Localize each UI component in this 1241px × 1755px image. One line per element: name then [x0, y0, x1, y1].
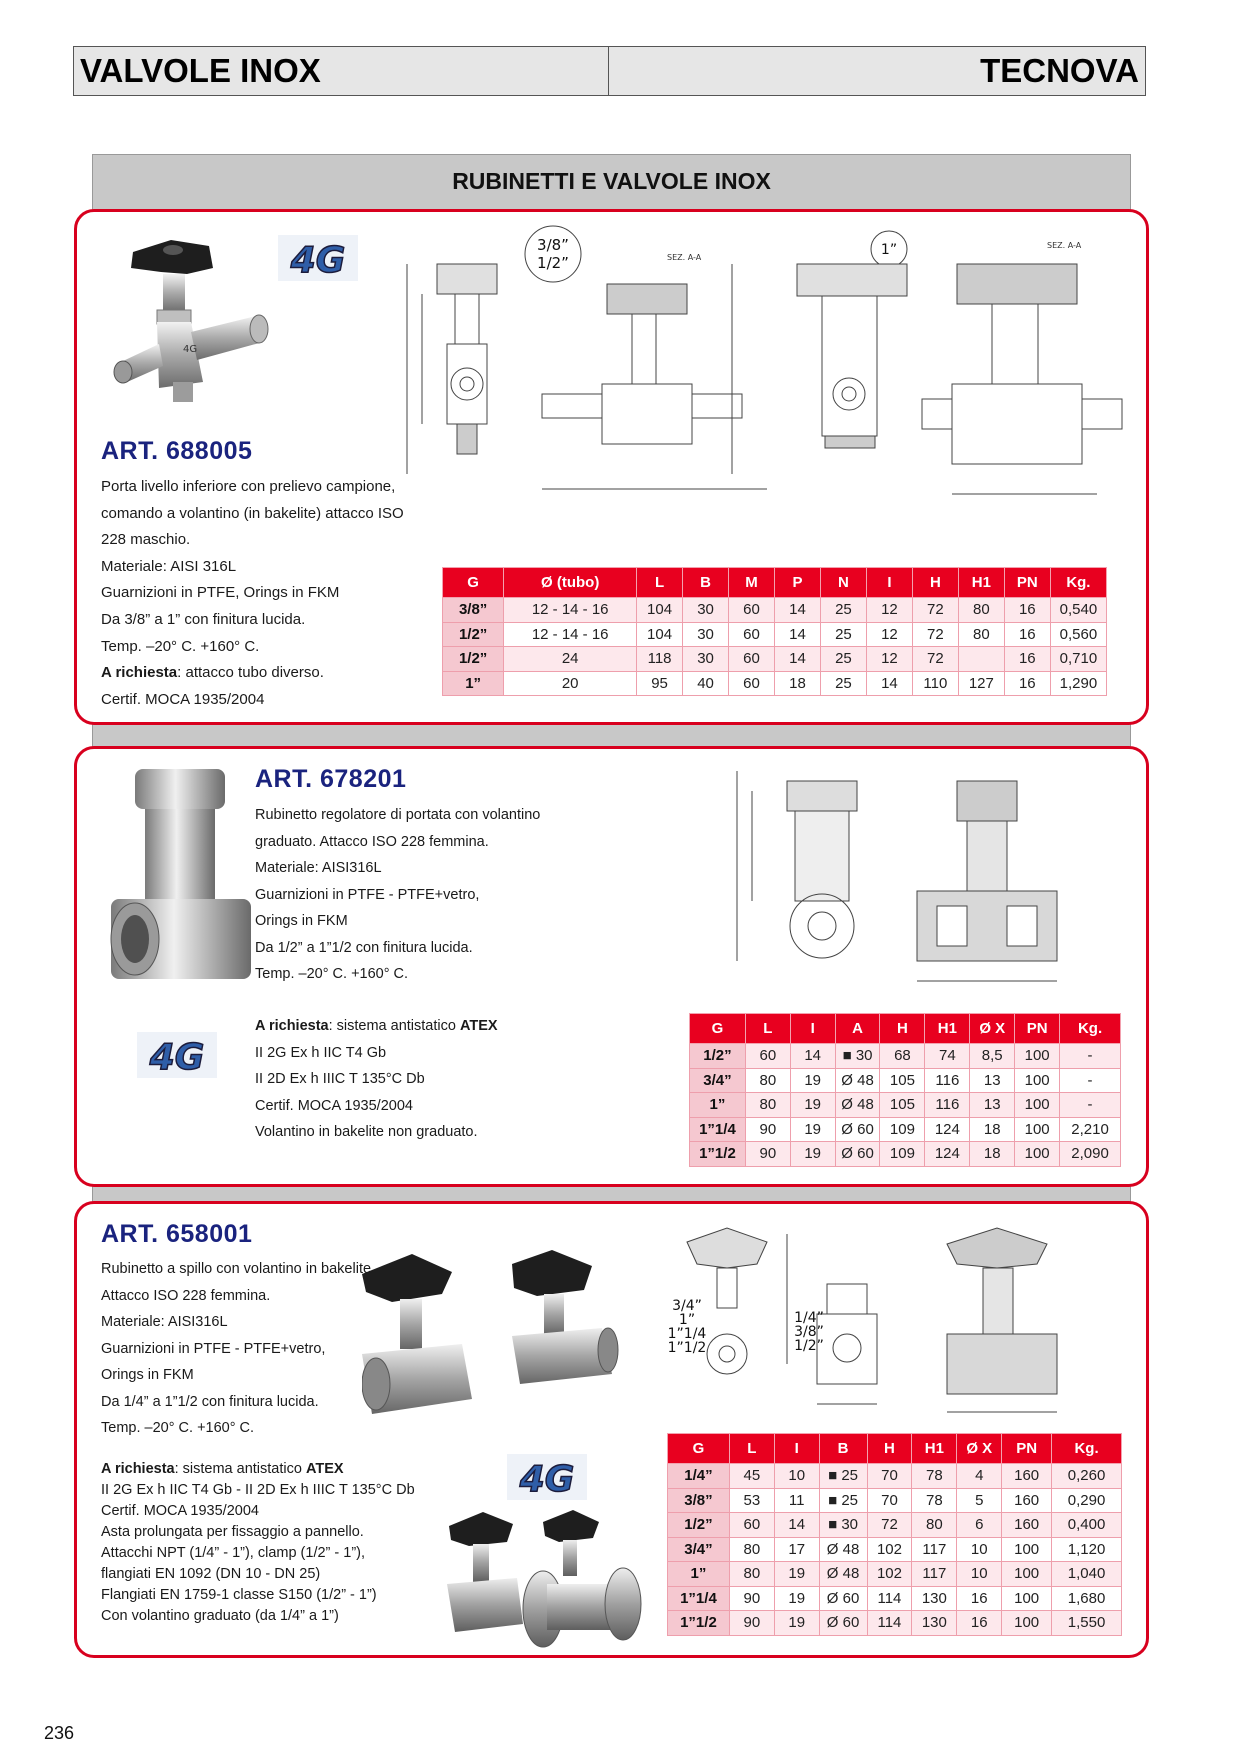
table-cell: 1” — [668, 1562, 730, 1587]
desc-line: 228 maschio. — [101, 531, 191, 549]
technical-drawing-688005 — [377, 224, 1142, 514]
table-cell: 20 — [504, 671, 637, 696]
table-cell: 60 — [729, 598, 775, 623]
extra-line: Flangiati EN 1759-1 classe S150 (1/2” - 1”) — [101, 1587, 377, 1603]
column-header: H — [880, 1014, 925, 1044]
column-header: Kg. — [1052, 1434, 1122, 1464]
table-cell: - — [1060, 1068, 1121, 1093]
4g-logo — [278, 235, 358, 281]
table-cell: Ø 60 — [819, 1586, 867, 1611]
desc-line: Da 1/4” a 1”1/2 con finitura lucida. — [101, 1393, 319, 1410]
table-cell: 0,290 — [1052, 1488, 1122, 1513]
table-cell: 16 — [957, 1586, 1002, 1611]
table-cell: 116 — [925, 1068, 970, 1093]
table-cell: 80 — [729, 1537, 774, 1562]
svg-text:1”1/2: 1”1/2 — [667, 1340, 707, 1356]
table-cell: 24 — [504, 647, 637, 672]
spec-table-688005 — [442, 567, 1107, 696]
table-row — [668, 1537, 1122, 1562]
table-cell: 60 — [745, 1044, 790, 1069]
extra-line: Certif. MOCA 1935/2004 — [255, 1097, 413, 1114]
table-cell: 0,560 — [1050, 622, 1106, 647]
desc-line: graduato. Attacco ISO 228 femmina. — [255, 833, 489, 850]
table-cell: 95 — [637, 671, 683, 696]
table-row — [668, 1586, 1122, 1611]
desc-line: comando a volantino (in bakelite) attacco ISO — [101, 504, 404, 522]
table-cell: 105 — [880, 1068, 925, 1093]
table-cell: 16 — [1004, 598, 1050, 623]
desc-line: Temp. –20° C. +160° C. — [101, 637, 260, 655]
table-header-row — [690, 1014, 1121, 1044]
table-cell: 1” — [690, 1093, 746, 1118]
table-cell: 109 — [880, 1117, 925, 1142]
svg-text:1”: 1” — [880, 242, 898, 258]
table-cell: Ø 60 — [835, 1117, 880, 1142]
table-row — [690, 1142, 1121, 1167]
product-card-678201 — [74, 746, 1149, 1187]
table-cell: 14 — [790, 1044, 835, 1069]
table-row — [668, 1611, 1122, 1636]
column-header: L — [745, 1014, 790, 1044]
table-cell: 30 — [683, 647, 729, 672]
extra-line: II 2G Ex h IIC T4 Gb — [255, 1044, 387, 1061]
table-cell: 1/4” — [668, 1464, 730, 1489]
table-cell: 16 — [1004, 647, 1050, 672]
table-cell: 80 — [745, 1068, 790, 1093]
column-header: M — [729, 568, 775, 598]
table-cell: 100 — [1002, 1562, 1052, 1587]
table-cell: 1,550 — [1052, 1611, 1122, 1636]
column-header: PN — [1004, 568, 1050, 598]
table-row — [443, 622, 1107, 647]
table-row — [690, 1093, 1121, 1118]
column-header: P — [774, 568, 820, 598]
table-cell: 100 — [1015, 1068, 1060, 1093]
product-photo-658001 — [362, 1244, 622, 1424]
request-label: A richiesta — [101, 664, 178, 682]
table-cell: 1”1/4 — [690, 1117, 746, 1142]
spec-table-678201 — [689, 1013, 1121, 1167]
request-label: A richiesta — [101, 1461, 175, 1477]
column-header: PN — [1015, 1014, 1060, 1044]
column-header: Ø X — [970, 1014, 1015, 1044]
table-cell: 72 — [912, 647, 958, 672]
table-cell: 102 — [867, 1562, 912, 1587]
svg-text:SEZ. A-A: SEZ. A-A — [667, 253, 702, 262]
table-cell: 100 — [1015, 1093, 1060, 1118]
column-header: Kg. — [1050, 568, 1106, 598]
table-cell: 0,710 — [1050, 647, 1106, 672]
table-cell: 105 — [880, 1093, 925, 1118]
table-cell: 3/4” — [690, 1068, 746, 1093]
4g-logo — [137, 1032, 217, 1078]
table-cell: Ø 48 — [819, 1537, 867, 1562]
desc-line: Guarnizioni in PTFE, Orings in FKM — [101, 584, 340, 602]
extra-line: Certif. MOCA 1935/2004 — [101, 1503, 259, 1519]
table-header-row — [668, 1434, 1122, 1464]
request-bold: ATEX — [305, 1461, 344, 1477]
table-cell: 45 — [729, 1464, 774, 1489]
table-cell: 72 — [912, 622, 958, 647]
table-cell: 72 — [912, 598, 958, 623]
column-header: H1 — [912, 1434, 957, 1464]
column-header: Ø X — [957, 1434, 1002, 1464]
table-cell: 116 — [925, 1093, 970, 1118]
extra-line: flangiati EN 1092 (DN 10 - DN 25) — [101, 1566, 321, 1582]
art-title-658001: ART. 658001 — [101, 1220, 253, 1248]
request-line — [101, 660, 404, 687]
table-cell: 114 — [867, 1611, 912, 1636]
table-cell: 80 — [745, 1093, 790, 1118]
desc-line: Da 1/2” a 1”1/2 con finitura lucida. — [255, 939, 473, 956]
4g-logo — [507, 1454, 587, 1500]
table-cell: 8,5 — [970, 1044, 1015, 1069]
table-row — [443, 647, 1107, 672]
product-photo-688005 — [91, 232, 301, 422]
svg-text:3/4”: 3/4” — [672, 1298, 702, 1314]
table-cell: ■ 25 — [819, 1488, 867, 1513]
column-header: Kg. — [1060, 1014, 1121, 1044]
table-cell: Ø 48 — [819, 1562, 867, 1587]
spec-table-658001 — [667, 1433, 1122, 1636]
svg-text:4G: 4G — [519, 1459, 575, 1500]
table-row — [690, 1068, 1121, 1093]
table-cell: 14 — [866, 671, 912, 696]
svg-text:4G: 4G — [290, 240, 346, 281]
column-header: PN — [1002, 1434, 1052, 1464]
table-cell: Ø 60 — [819, 1611, 867, 1636]
certif-line: Certif. MOCA 1935/2004 — [101, 690, 265, 708]
desc-line: Porta livello inferiore con prelievo campione, — [101, 478, 396, 495]
table-cell: 1” — [443, 671, 504, 696]
column-header: B — [683, 568, 729, 598]
svg-text:4G: 4G — [149, 1037, 205, 1078]
table-cell: Ø 48 — [835, 1093, 880, 1118]
table-cell: 78 — [912, 1488, 957, 1513]
product-photo-678201 — [105, 769, 265, 999]
table-cell: 60 — [729, 1513, 774, 1538]
column-header: I — [866, 568, 912, 598]
svg-text:1/2”: 1/2” — [537, 254, 569, 272]
table-cell: 114 — [867, 1586, 912, 1611]
table-cell: 1”1/4 — [668, 1586, 730, 1611]
column-header: N — [820, 568, 866, 598]
desc-line: Materiale: AISI 316L — [101, 557, 237, 575]
table-row — [668, 1562, 1122, 1587]
table-cell: Ø 60 — [835, 1142, 880, 1167]
request-label: A richiesta — [255, 1018, 329, 1034]
column-header: G — [668, 1434, 730, 1464]
svg-text:1”: 1” — [678, 1312, 696, 1328]
table-cell: 90 — [745, 1142, 790, 1167]
header-right-title: TECNOVA — [980, 52, 1139, 89]
column-header: H1 — [958, 568, 1004, 598]
table-cell: 12 - 14 - 16 — [504, 598, 637, 623]
table-cell: 2,210 — [1060, 1117, 1121, 1142]
desc-line: Rubinetto regolatore di portata con volantino — [255, 807, 541, 823]
extra-line: Volantino in bakelite non graduato. — [255, 1124, 478, 1140]
column-header: H — [912, 568, 958, 598]
table-cell: 1,040 — [1052, 1562, 1122, 1587]
table-cell: 19 — [790, 1093, 835, 1118]
art-title-688005: ART. 688005 — [101, 437, 253, 465]
table-cell: 70 — [867, 1464, 912, 1489]
table-cell: 60 — [729, 622, 775, 647]
table-row — [668, 1464, 1122, 1489]
table-cell: 80 — [958, 622, 1004, 647]
extra-line: Con volantino graduato (da 1/4” a 1”) — [101, 1608, 339, 1624]
table-row — [443, 671, 1107, 696]
table-cell: 100 — [1002, 1611, 1052, 1636]
table-cell: 11 — [774, 1488, 819, 1513]
table-cell: 25 — [820, 671, 866, 696]
table-cell: 90 — [745, 1117, 790, 1142]
table-cell: 10 — [957, 1562, 1002, 1587]
table-cell: 60 — [729, 647, 775, 672]
table-cell: 18 — [970, 1142, 1015, 1167]
desc-line: Temp. –20° C. +160° C. — [255, 966, 409, 982]
table-cell: 17 — [774, 1537, 819, 1562]
table-cell: 19 — [790, 1142, 835, 1167]
request-text: : sistema antistatico — [328, 1018, 460, 1034]
table-cell: 25 — [820, 622, 866, 647]
table-cell: 110 — [912, 671, 958, 696]
table-cell: 80 — [958, 598, 1004, 623]
table-cell: 13 — [970, 1068, 1015, 1093]
table-cell: 2,090 — [1060, 1142, 1121, 1167]
request-line — [255, 1013, 498, 1040]
table-cell: 104 — [637, 622, 683, 647]
desc-line: Guarnizioni in PTFE - PTFE+vetro, — [255, 886, 480, 903]
column-header: H1 — [925, 1014, 970, 1044]
table-row — [443, 598, 1107, 623]
table-cell: 130 — [912, 1586, 957, 1611]
table-cell: 78 — [912, 1464, 957, 1489]
table-cell — [958, 647, 1004, 672]
table-cell: 124 — [925, 1142, 970, 1167]
table-cell: 70 — [867, 1488, 912, 1513]
table-header-row — [443, 568, 1107, 598]
table-cell: 12 — [866, 622, 912, 647]
column-header: I — [774, 1434, 819, 1464]
table-cell: 1/2” — [690, 1044, 746, 1069]
extra-info-678201 — [255, 1013, 498, 1146]
table-cell: 1,290 — [1050, 671, 1106, 696]
table-cell: 100 — [1015, 1142, 1060, 1167]
table-cell: 160 — [1002, 1513, 1052, 1538]
table-cell: 1,120 — [1052, 1537, 1122, 1562]
desc-line: Rubinetto a spillo con volantino in bakelite — [101, 1261, 372, 1277]
table-cell: 10 — [774, 1464, 819, 1489]
table-row — [668, 1488, 1122, 1513]
svg-text:SEZ. A-A: SEZ. A-A — [1047, 241, 1082, 250]
table-cell: ■ 30 — [835, 1044, 880, 1069]
svg-text:1/2”: 1/2” — [794, 1338, 824, 1354]
table-cell: 100 — [1002, 1537, 1052, 1562]
table-cell: 127 — [958, 671, 1004, 696]
table-cell: 117 — [912, 1562, 957, 1587]
product-card-688005 — [74, 209, 1149, 725]
table-cell: 12 — [866, 647, 912, 672]
column-header: B — [819, 1434, 867, 1464]
column-header: A — [835, 1014, 880, 1044]
table-cell: 1/2” — [443, 647, 504, 672]
table-cell: 160 — [1002, 1464, 1052, 1489]
table-cell: 4 — [957, 1464, 1002, 1489]
extra-line: Attacchi NPT (1/4” - 1”), clamp (1/2” - 1”), — [101, 1545, 366, 1561]
table-cell: 104 — [637, 598, 683, 623]
column-header: Ø (tubo) — [504, 568, 637, 598]
table-cell: 90 — [729, 1611, 774, 1636]
table-cell: 90 — [729, 1586, 774, 1611]
desc-line: Da 3/8” a 1” con finitura lucida. — [101, 610, 306, 628]
request-bold: ATEX — [459, 1018, 498, 1034]
table-cell: 18 — [774, 671, 820, 696]
column-header: I — [790, 1014, 835, 1044]
table-cell: 19 — [790, 1117, 835, 1142]
table-cell: 80 — [729, 1562, 774, 1587]
table-cell: 117 — [912, 1537, 957, 1562]
table-cell: 1/2” — [443, 622, 504, 647]
table-cell: 12 — [866, 598, 912, 623]
table-cell: 25 — [820, 647, 866, 672]
table-cell: 19 — [774, 1611, 819, 1636]
table-cell: 16 — [957, 1611, 1002, 1636]
product-photo-658001-variants — [447, 1504, 647, 1649]
table-cell: 19 — [774, 1562, 819, 1587]
table-cell: - — [1060, 1093, 1121, 1118]
table-cell: 60 — [729, 671, 775, 696]
technical-drawing-658001 — [647, 1224, 1137, 1424]
desc-line: Guarnizioni in PTFE - PTFE+vetro, — [101, 1340, 326, 1357]
description-688005 — [101, 474, 404, 713]
table-row — [690, 1117, 1121, 1142]
table-cell: 16 — [1004, 622, 1050, 647]
table-cell: 72 — [867, 1513, 912, 1538]
table-cell: 80 — [912, 1513, 957, 1538]
extra-line: Asta prolungata per fissaggio a pannello. — [101, 1524, 364, 1540]
table-cell: 1/2” — [668, 1513, 730, 1538]
desc-line: Materiale: AISI316L — [255, 860, 382, 876]
table-cell: 74 — [925, 1044, 970, 1069]
table-cell: 13 — [970, 1093, 1015, 1118]
table-cell: ■ 25 — [819, 1464, 867, 1489]
table-cell: Ø 48 — [835, 1068, 880, 1093]
request-text: : attacco tubo diverso. — [177, 664, 324, 682]
table-cell: ■ 30 — [819, 1513, 867, 1538]
table-cell: 109 — [880, 1142, 925, 1167]
table-cell: 130 — [912, 1611, 957, 1636]
table-cell: 1”1/2 — [668, 1611, 730, 1636]
table-row — [668, 1513, 1122, 1538]
table-cell: 16 — [1004, 671, 1050, 696]
table-cell: 19 — [774, 1586, 819, 1611]
table-cell: 6 — [957, 1513, 1002, 1538]
table-cell: 30 — [683, 598, 729, 623]
description-658001 — [101, 1256, 371, 1442]
svg-text:1/4”: 1/4” — [794, 1310, 824, 1326]
header-left-title: VALVOLE INOX — [74, 47, 609, 95]
table-cell: 118 — [637, 647, 683, 672]
table-cell: 1,680 — [1052, 1586, 1122, 1611]
table-cell: 14 — [774, 622, 820, 647]
table-cell: 102 — [867, 1537, 912, 1562]
extra-line: II 2G Ex h IIC T4 Gb - II 2D Ex h IIIC T 135°C Db — [101, 1482, 415, 1498]
column-header: L — [637, 568, 683, 598]
table-cell: 0,260 — [1052, 1464, 1122, 1489]
page-header — [73, 46, 1146, 96]
table-cell: 68 — [880, 1044, 925, 1069]
table-cell: - — [1060, 1044, 1121, 1069]
desc-line: Materiale: AISI316L — [101, 1314, 228, 1330]
section-title: RUBINETTI E VALVOLE INOX — [452, 167, 771, 194]
extra-line: II 2D Ex h IIIC T 135°C Db — [255, 1071, 425, 1087]
table-cell: 30 — [683, 622, 729, 647]
table-cell: 12 - 14 - 16 — [504, 622, 637, 647]
column-header: L — [729, 1434, 774, 1464]
request-line — [101, 1459, 415, 1480]
table-cell: 3/8” — [668, 1488, 730, 1513]
table-cell: 18 — [970, 1117, 1015, 1142]
desc-line: Temp. –20° C. +160° C. — [101, 1420, 255, 1436]
table-cell: 14 — [774, 647, 820, 672]
table-row — [690, 1044, 1121, 1069]
column-header: G — [443, 568, 504, 598]
svg-text:1”1/4: 1”1/4 — [667, 1326, 707, 1342]
column-header: G — [690, 1014, 746, 1044]
table-cell: 0,400 — [1052, 1513, 1122, 1538]
request-text: : sistema antistatico — [174, 1461, 306, 1477]
desc-line: Orings in FKM — [101, 1367, 194, 1383]
svg-text:3/8”: 3/8” — [537, 236, 569, 254]
table-cell: 3/4” — [668, 1537, 730, 1562]
table-cell: 100 — [1002, 1586, 1052, 1611]
table-cell: 100 — [1015, 1044, 1060, 1069]
table-cell: 100 — [1015, 1117, 1060, 1142]
extra-info-658001 — [101, 1459, 415, 1627]
table-cell: 53 — [729, 1488, 774, 1513]
table-cell: 40 — [683, 671, 729, 696]
table-cell: 5 — [957, 1488, 1002, 1513]
table-cell: 19 — [790, 1068, 835, 1093]
description-678201 — [255, 802, 540, 988]
desc-line: Attacco ISO 228 femmina. — [101, 1287, 271, 1304]
page-number: 236 — [44, 1723, 75, 1743]
table-cell: 3/8” — [443, 598, 504, 623]
product-card-658001 — [74, 1201, 1149, 1658]
column-header: H — [867, 1434, 912, 1464]
table-cell: 10 — [957, 1537, 1002, 1562]
svg-text:4G: 4G — [183, 344, 198, 355]
table-cell: 25 — [820, 598, 866, 623]
table-cell: 1”1/2 — [690, 1142, 746, 1167]
technical-drawing-678201 — [717, 761, 1137, 1001]
art-title-678201: ART. 678201 — [255, 765, 407, 793]
table-cell: 14 — [774, 1513, 819, 1538]
table-cell: 14 — [774, 598, 820, 623]
table-cell: 124 — [925, 1117, 970, 1142]
desc-line: Orings in FKM — [255, 913, 348, 929]
svg-text:3/8”: 3/8” — [794, 1324, 824, 1340]
table-cell: 0,540 — [1050, 598, 1106, 623]
table-cell: 160 — [1002, 1488, 1052, 1513]
